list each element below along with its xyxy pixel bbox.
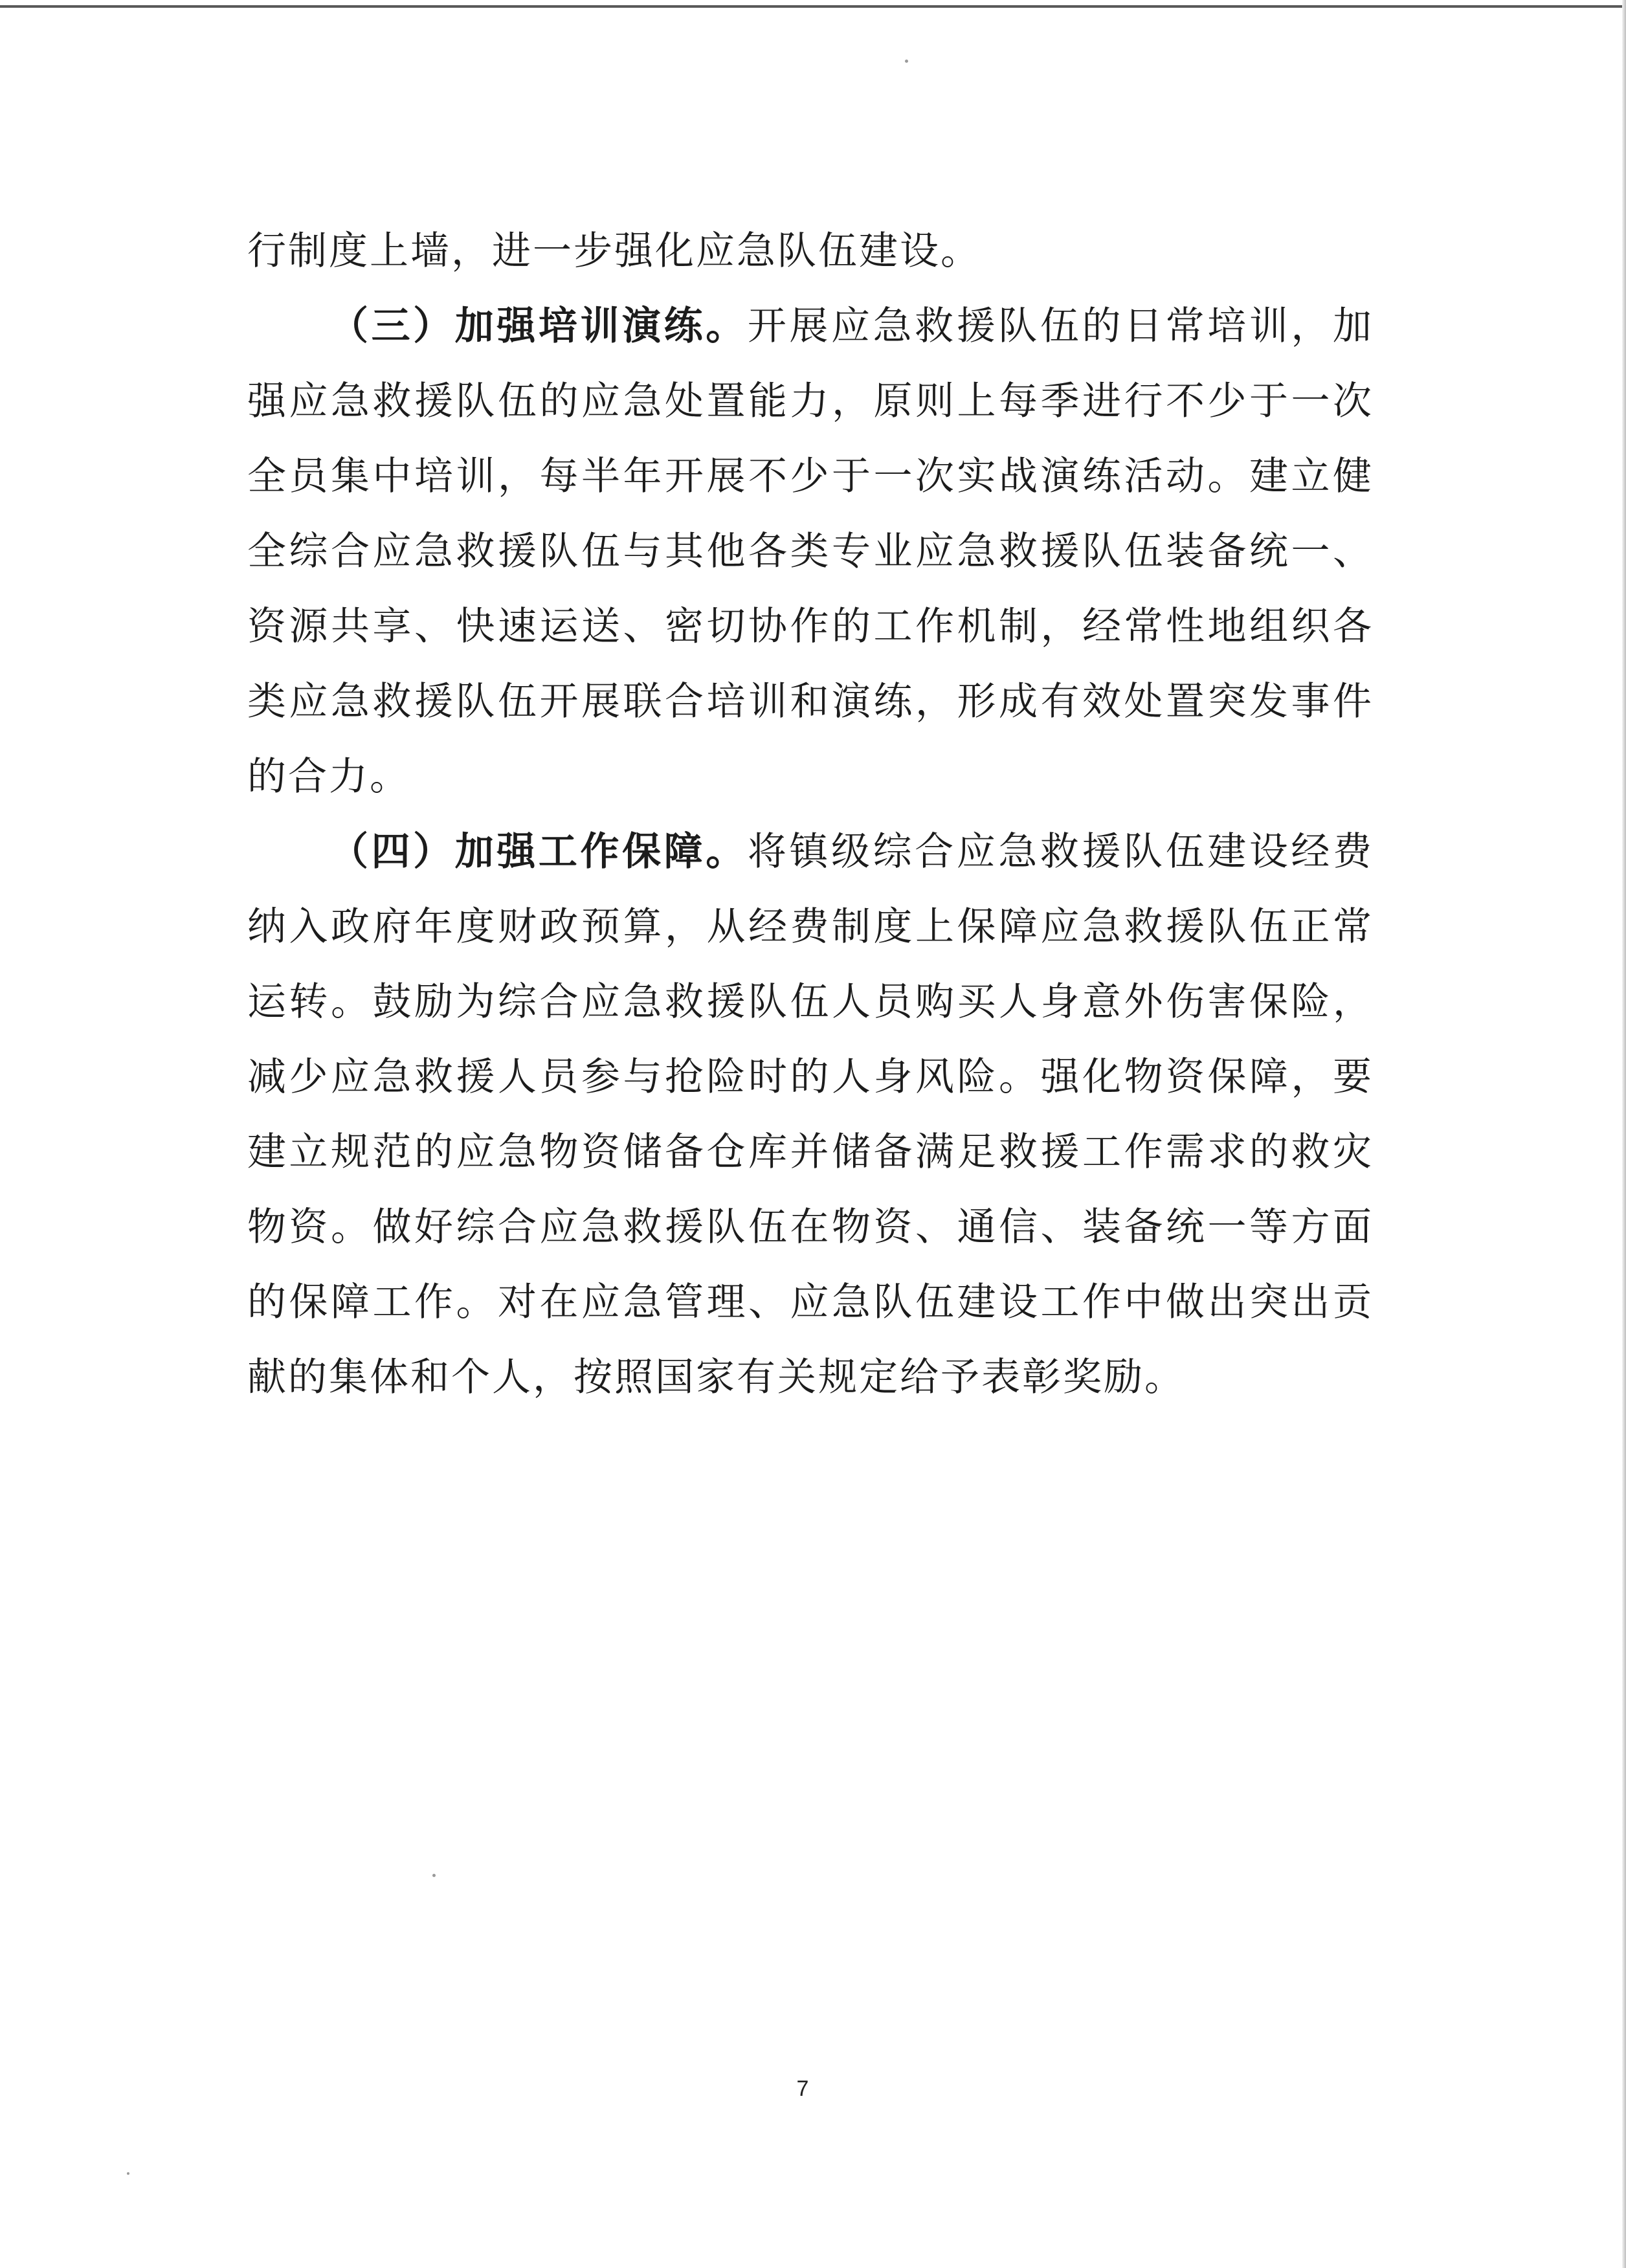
page-number: 7 [796, 2076, 809, 2101]
section-heading-guarantee: （四）加强工作保障。 [329, 829, 748, 874]
scan-dust-speck [432, 1874, 436, 1877]
paragraph-work-guarantee [247, 814, 1374, 1415]
scan-dust-speck [905, 60, 908, 63]
section-heading-training: （三）加强培训演练。 [329, 304, 748, 349]
scan-dust-speck [127, 2172, 129, 2175]
document-page-body [247, 214, 1374, 1415]
paragraph-training-drills [247, 289, 1374, 814]
paragraph-guarantee-text: 将镇级综合应急救援队伍建设经费纳入政府年度财政预算，从经费制度上保障应急救援队伍正常运转。鼓励为综合应急救援队伍人员购买人身意外伤害保险，减少应急救援人员参与抢险时的人身风险。强化物资保障，要建立规范的应急物资储备仓库并储备满足救援工作需求的救灾物资。做好综合应急救援队伍在物资、通信、装备统一等方面的保障工作。对在应急管理、应急队伍建设工作中做出突出贡献的集体和个人，按照国家有关规定给予表彰奖励。 [247, 829, 1374, 1400]
paragraph-continuation-text: 行制度上墙，进一步强化应急队伍建设。 [247, 228, 981, 274]
paragraph-continuation [247, 214, 1374, 289]
paragraph-training-text: 开展应急救援队伍的日常培训，加强应急救援队伍的应急处置能力，原则上每季进行不少于一次全员集中培训，每半年开展不少于一次实战演练活动。建立健全综合应急救援队伍与其他各类专业应急救援队伍装备统一、资源共享、快速运送、密切协作的工作机制，经常性地组织各类应急救援队伍开展联合培训和演练，形成有效处置突发事件的合力。 [247, 304, 1374, 799]
scan-top-edge-line [0, 5, 1626, 8]
scan-right-edge-shadow [1622, 0, 1626, 2268]
